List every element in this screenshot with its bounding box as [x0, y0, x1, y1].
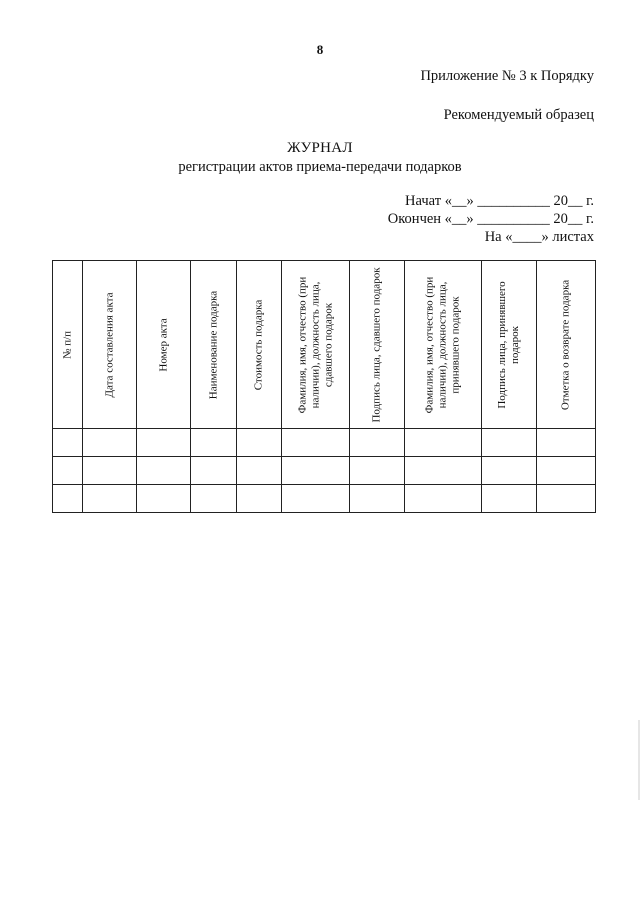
table-cell: [137, 457, 191, 485]
table-cell: [282, 485, 350, 513]
table-cell: [237, 485, 282, 513]
table-row: [53, 429, 596, 457]
column-header: [405, 261, 482, 429]
column-header: [237, 261, 282, 429]
ended-date-line: Окончен «__» __________ 20__ г.: [387, 211, 594, 227]
table-cell: [350, 457, 405, 485]
table-cell: [237, 457, 282, 485]
column-header-label: Фамилия, имя, отчество (при наличии), должность лица, сдавшего подарок: [296, 276, 334, 413]
table-cell: [482, 457, 537, 485]
journal-table: [52, 260, 596, 513]
table-cell: [405, 457, 482, 485]
column-header: [350, 261, 405, 429]
column-header: [537, 261, 596, 429]
started-date-line: Начат «__» __________ 20__ г.: [405, 193, 594, 209]
table-cell: [83, 429, 137, 457]
table-cell: [282, 429, 350, 457]
column-header-label: Стоимость подарка: [252, 299, 265, 390]
table-cell: [282, 457, 350, 485]
column-header-label: Отметка о возврате подарка: [559, 279, 572, 410]
column-header: [53, 261, 83, 429]
column-header: [282, 261, 350, 429]
table-cell: [191, 429, 237, 457]
table-cell: [137, 485, 191, 513]
document-subtitle: регистрации актов приема-передачи подарков: [178, 159, 462, 175]
sheets-count-line: На «____» листах: [484, 229, 594, 245]
table-cell: [237, 429, 282, 457]
table-row: [53, 457, 596, 485]
sample-label: Рекомендуемый образец: [443, 107, 594, 123]
table-cell: [53, 457, 83, 485]
table-cell: [83, 485, 137, 513]
column-header-label: Дата составления акта: [103, 292, 115, 397]
column-header-label: Фамилия, имя, отчество (при наличии), должность лица, принявшего подарок: [423, 276, 462, 413]
column-header-label: Подпись лица, сдавшего подарок: [370, 266, 383, 423]
table-cell: [350, 429, 405, 457]
table-cell: [537, 457, 596, 485]
table-cell: [405, 485, 482, 513]
column-header-label: Подпись лица, принявшего подарок: [496, 280, 521, 409]
appendix-label: Приложение № 3 к Порядку: [420, 68, 594, 84]
column-header-label: Номер акта: [157, 317, 169, 372]
table-cell: [53, 429, 83, 457]
column-header-label: Наименование подарка: [207, 290, 219, 399]
column-header: [137, 261, 191, 429]
column-header: [83, 261, 137, 429]
table-cell: [482, 429, 537, 457]
table-cell: [350, 485, 405, 513]
table-cell: [537, 485, 596, 513]
page-number: 8: [316, 42, 324, 57]
table-cell: [137, 429, 191, 457]
table-row: [53, 485, 596, 513]
column-header: [482, 261, 537, 429]
table-cell: [405, 429, 482, 457]
table-cell: [83, 457, 137, 485]
table-cell: [482, 485, 537, 513]
column-header-label: № п/п: [61, 330, 73, 359]
table-cell: [53, 485, 83, 513]
document-title: ЖУРНАЛ: [287, 140, 353, 156]
table-cell: [191, 485, 237, 513]
column-header: [191, 261, 237, 429]
table-cell: [191, 457, 237, 485]
table-cell: [537, 429, 596, 457]
table-header-row: [53, 261, 596, 429]
